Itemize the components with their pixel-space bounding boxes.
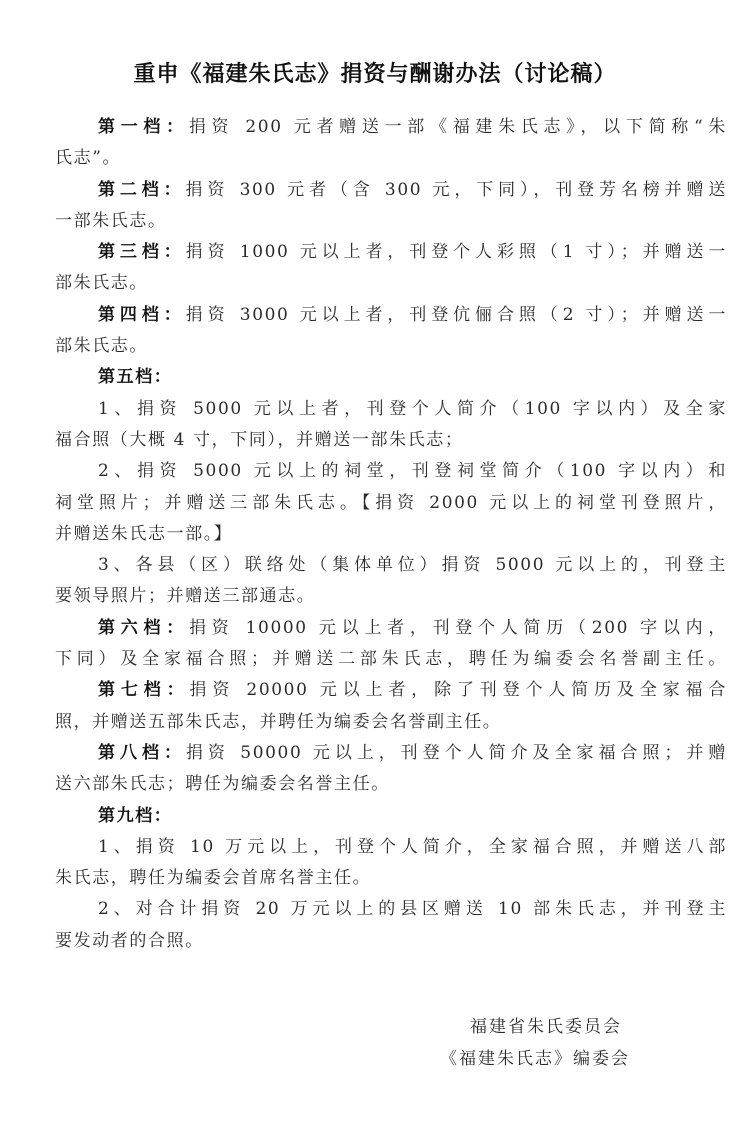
line-text: 要领导照片；并赠送三部通志。 (55, 586, 316, 607)
tier-paragraph-line (55, 675, 727, 706)
line-text: 氏志”。 (55, 148, 122, 169)
document-title: 重申《福建朱氏志》捐资与酬谢办法（讨论稿） (133, 62, 617, 87)
tier-label: 第六档： (98, 617, 189, 638)
tier-label: 第九档： (98, 805, 173, 826)
paragraph-line (55, 707, 727, 738)
tier-label: 第三档： (98, 242, 186, 263)
line-text: 2、对合计捐资 20 万元以上的县区赠送 10 部朱氏志，并刊登主 (98, 899, 727, 920)
tier-label: 第七档： (98, 680, 190, 701)
paragraph-line (55, 456, 727, 487)
line-text: 并赠送朱氏志一部。】 (55, 523, 233, 544)
tier-paragraph-line (55, 300, 727, 331)
line-text: 一部朱氏志。 (55, 210, 167, 231)
paragraph-line (55, 143, 727, 174)
tier-label: 第五档： (98, 367, 173, 388)
tier-paragraph-line (55, 362, 727, 393)
line-text: 要发动者的合照。 (55, 930, 204, 951)
line-text: 送六部朱氏志；聘任为编委会名誉主任。 (55, 774, 390, 795)
document-body (55, 112, 727, 957)
line-text: 朱氏志，聘任为编委会首席名誉主任。 (55, 868, 372, 889)
line-text: 捐资 300 元者（含 300 元，下同），刊登芳名榜并赠送 (185, 179, 727, 200)
line-text: 捐资 1000 元以上者，刊登个人彩照（1 寸）；并赠送一 (185, 242, 727, 263)
paragraph-line (55, 550, 727, 581)
paragraph-line (55, 832, 727, 863)
tier-paragraph-line (55, 613, 727, 644)
paragraph-line (55, 394, 727, 425)
tier-label: 第二档： (98, 179, 186, 200)
line-text: 3、各县（区）联络处（集体单位）捐资 5000 元以上的，刊登主 (98, 555, 727, 576)
paragraph-line (55, 331, 727, 362)
line-text: 捐资 50000 元以上，刊登个人简介及全家福合照；并赠 (185, 742, 728, 763)
signature-committee: 福建省朱氏委员会 (470, 1017, 622, 1037)
paragraph-line (55, 894, 727, 925)
paragraph-line (55, 519, 727, 550)
line-text: 照，并赠送五部朱氏志，并聘任为编委会名誉副主任。 (55, 711, 502, 732)
tier-label: 第四档： (98, 304, 186, 325)
tier-label: 第一档： (98, 117, 189, 137)
line-text: 捐资 20000 元以上者，除了刊登个人简历及全家福合 (189, 680, 727, 701)
line-text: 下同）及全家福合照；并赠送二部朱氏志，聘任为编委会名誉副主任。 (55, 649, 727, 670)
paragraph-line (55, 769, 727, 800)
tier-label: 第八档： (98, 742, 186, 763)
paragraph-line (55, 206, 727, 237)
line-text: 部朱氏志。 (55, 336, 148, 357)
line-text: 捐资 10000 元以上者，刊登个人简历（200 字以内， (188, 617, 727, 638)
line-text: 1、捐资 5000 元以上者，刊登个人简介（100 字以内）及全家 (98, 398, 727, 419)
line-text: 部朱氏志。 (55, 273, 148, 294)
paragraph-line (55, 581, 727, 612)
line-text: 捐资 200 元者赠送一部《福建朱氏志》，以下简称“朱 (188, 117, 727, 137)
line-text: 福合照（大概 4 寸，下同），并赠送一部朱氏志； (55, 429, 464, 450)
tier-paragraph-line (55, 175, 727, 206)
paragraph-line (55, 644, 727, 675)
paragraph-line (55, 926, 727, 957)
line-text: 祠堂照片；并赠送三部朱氏志。【捐资 2000 元以上的祠堂刊登照片， (55, 492, 727, 513)
paragraph-line (55, 488, 727, 519)
signature-editorial-board: 《福建朱氏志》编委会 (440, 1049, 630, 1069)
line-text: 捐资 3000 元以上者，刊登伉俪合照（2 寸）；并赠送一 (185, 304, 727, 325)
paragraph-line (55, 425, 727, 456)
tier-paragraph-line (55, 237, 727, 268)
paragraph-line (55, 268, 727, 299)
tier-paragraph-line (55, 738, 727, 769)
tier-paragraph-line (55, 112, 727, 143)
line-text: 2、捐资 5000 元以上的祠堂，刊登祠堂简介（100 字以内）和 (98, 461, 727, 482)
paragraph-line (55, 863, 727, 894)
line-text: 1、捐资 10 万元以上，刊登个人简介，全家福合照，并赠送八部 (98, 836, 727, 857)
tier-paragraph-line (55, 801, 727, 832)
